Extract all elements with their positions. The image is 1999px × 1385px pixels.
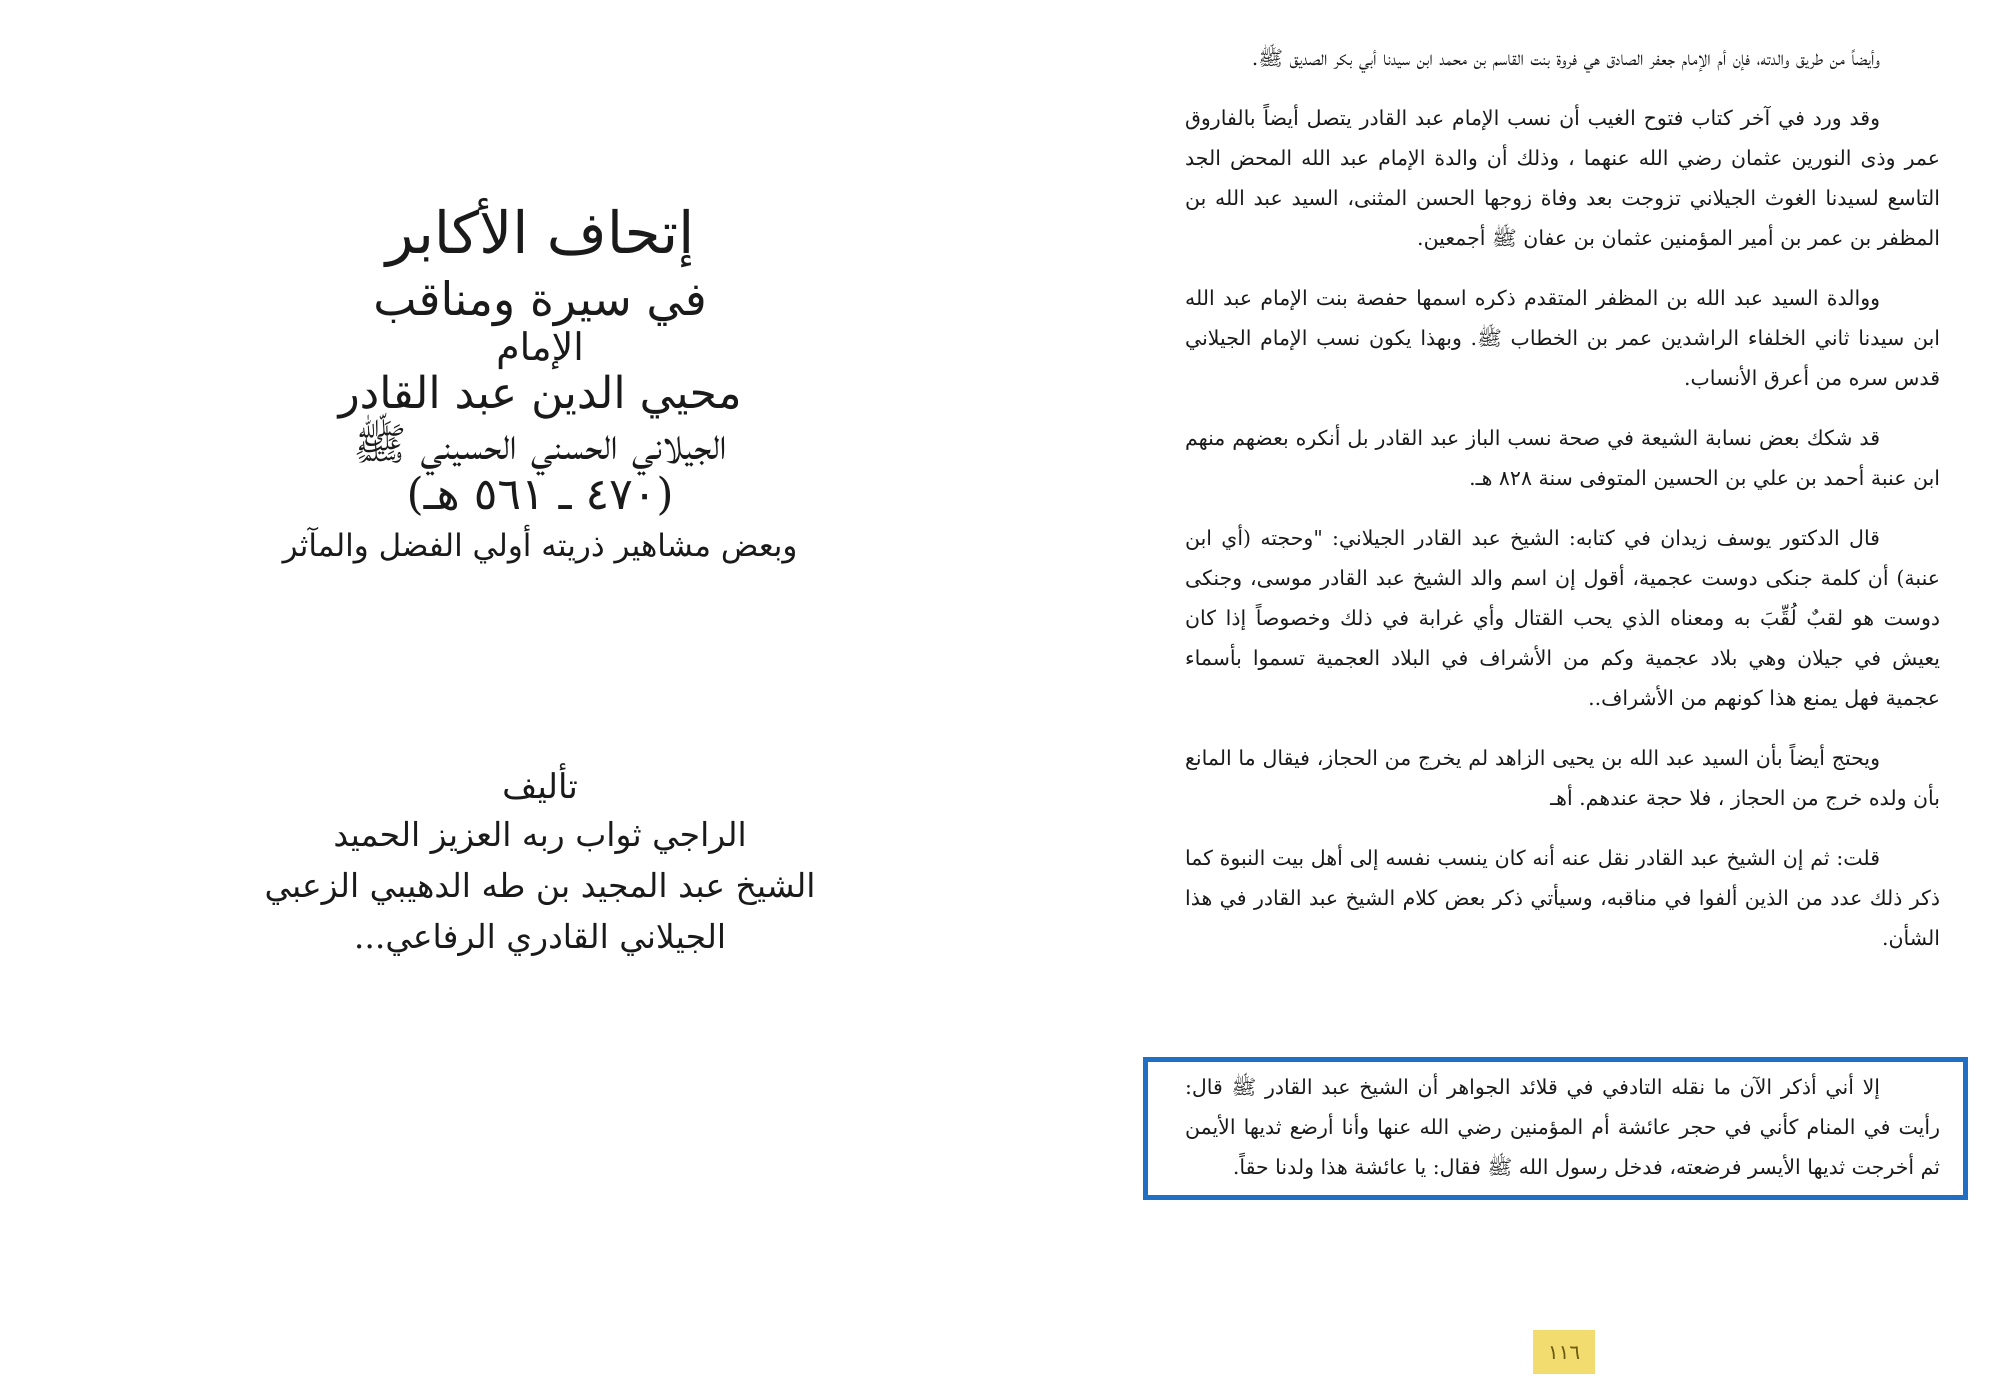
title-dates-line: (٤٧٠ ـ ٥٦١ هـ) [406,469,674,521]
author-line-2: الشيخ عبد المجيد بن طه الدهيبي الزعبي [264,866,816,906]
body-text [1185,38,1940,958]
title-descendants-line: وبعض مشاهير ذريته أولي الفضل والمآثر [282,528,798,565]
author-line-1: الراجي ثواب ربه العزيز الحميد [333,815,747,855]
title-imam-line: الإمام [496,324,584,369]
paragraph: قد شكك بعض نسابة الشيعة في صحة نسب الباز عبد القادر بل أنكره بعضهم منهم ابن عنبة أحمد بن علي بن الحسين المتوفى سنة ٨٢٨ هـ. [1185,426,1940,490]
paragraph: ويحتج أيضاً بأن السيد عبد الله بن يحيى الزاهد لم يخرج من الحجاز، فيقال ما المانع بأن ولده خرج من الحجاز ، فلا حجة عندهم. أهـ [1185,746,1940,810]
title-block [260,200,820,565]
paragraph: وأيضاً من طريق والدته، فإن أم الإمام جعفر الصادق هي فروة بنت القاسم بن محمد ابن سيدنا أبي بكر الصديق ﷺ. [1251,46,1880,70]
paragraph: وقد ورد في آخر كتاب فتوح الغيب أن نسب الإمام عبد القادر يتصل أيضاً بالفاروق عمر وذى النورين عثمان رضي الله عنهما ، وذلك أن والدة الإمام عبد الله المحض الجد التاسع لسيدنا الغوث الجيلاني تزوجت بعد وفاة زوجها الحسن المثنى، السيد عبد الله بن المظفر بن عمر بن أمير المؤمنين عثمان بن عفان ﷺ أجمعين. [1185,106,1940,250]
highlighted-paragraph: إلا أني أذكر الآن ما نقله التادفي في قلائد الجواهر أن الشيخ عبد القادر ﷺ قال: رأيت في المنام كأني في حجر عائشة أم المؤمنين رضي الله عنها وأنا أرضع ثديها الأيمن ثم أخرجت ثديها الأيسر فرضعته، فدخل رسول الله ﷺ فقال: يا عائشة هذا ولدنا حقاً. [1185,1075,1940,1179]
author-block [260,765,820,963]
author-line-3: الجيلاني القادري الرفاعي... [353,917,727,957]
paragraph: قلت: ثم إن الشيخ عبد القادر نقل عنه أنه كان ينسب نفسه إلى أهل بيت النبوة كما ذكر ذلك عدد من الذين ألفوا في مناقبه، وسيأتي ذكر بعض كلام الشيخ عبد القادر في هذا الشأن. [1185,846,1940,950]
title-subtitle-line: في سيرة ومناقب [373,271,707,326]
paragraph: قال الدكتور يوسف زيدان في كتابه: الشيخ عبد القادر الجيلاني: "وحجته (أي ابن عنبة) أن كلمة جنكى دوست عجمية، أقول إن اسم والد الشيخ عبد القادر موسى، وجنكى دوست هو لقبٌ لُقِّبَ به ومعناه الذي يحب القتال وأي غرابة في ذلك وخصوصاً إذا كان يعيش في جيلان وهي بلاد عجمية وكم من الأشراف في البلاد العجمية تسموا بأسماء عجمية فهل يمنع هذا كونهم من الأشراف.. [1185,526,1940,710]
book-title: إتحاف الأكابر [385,199,695,267]
page-number: ١١٦ [1533,1330,1595,1374]
paragraph: ووالدة السيد عبد الله بن المظفر المتقدم ذكره اسمها حفصة بنت الإمام عبد الله ابن سيدنا ثاني الخلفاء الراشدين عمر بن الخطاب ﷺ. وبهذا يكون نسب الإمام الجيلاني قدس سره من أعرق الأنساب. [1185,286,1940,390]
author-label: تأليف [502,767,578,807]
title-name-line: محيي الدين عبد القادر [338,368,742,420]
title-lineage-line: الجيلاني الحسني الحسيني ﷺ [353,418,727,470]
